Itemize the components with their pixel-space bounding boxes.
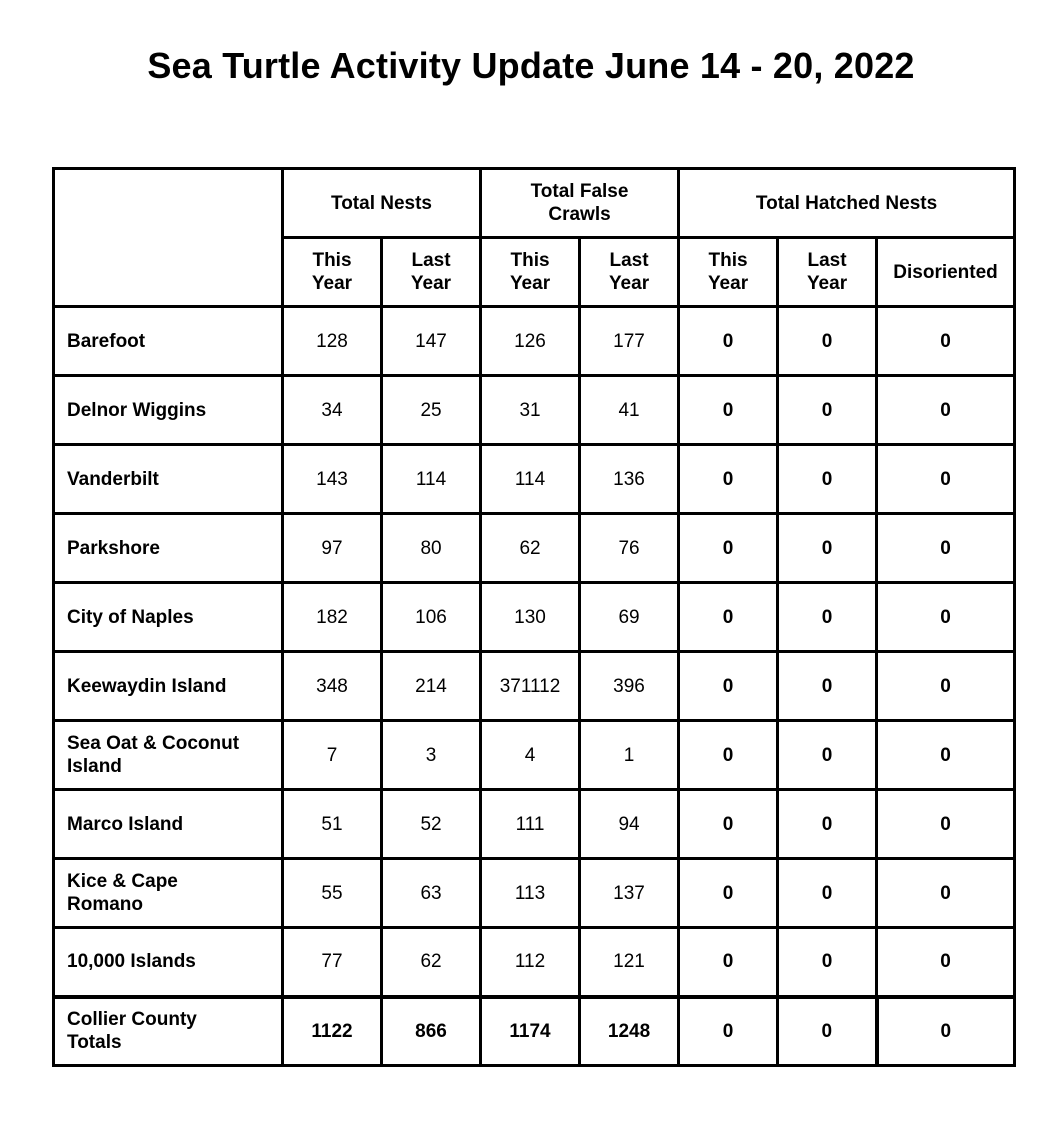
hatched-this-year: 0 <box>679 928 778 997</box>
sub-header-disoriented: Disoriented <box>877 238 1015 307</box>
group-header-total-nests: Total Nests <box>283 169 481 238</box>
hatched-this-year: 0 <box>679 514 778 583</box>
false-crawls-this-year: 4 <box>481 721 580 790</box>
hatched-last-year: 0 <box>778 928 877 997</box>
hatched-this-year: 0 <box>679 652 778 721</box>
disoriented: 0 <box>877 514 1015 583</box>
nests-last-year: 52 <box>382 790 481 859</box>
total-false-crawls-this-year: 1174 <box>481 997 580 1066</box>
nests-last-year: 214 <box>382 652 481 721</box>
table-row <box>54 928 1015 997</box>
hatched-last-year: 0 <box>778 583 877 652</box>
nests-this-year: 348 <box>283 652 382 721</box>
sub-header-nests-last-year: Last Year <box>382 238 481 307</box>
table-row <box>54 583 1015 652</box>
nests-last-year: 106 <box>382 583 481 652</box>
hatched-last-year: 0 <box>778 652 877 721</box>
disoriented: 0 <box>877 445 1015 514</box>
hatched-last-year: 0 <box>778 307 877 376</box>
false-crawls-last-year: 41 <box>580 376 679 445</box>
group-header-total-false-crawls: Total False Crawls <box>481 169 679 238</box>
hatched-last-year: 0 <box>778 721 877 790</box>
nests-this-year: 51 <box>283 790 382 859</box>
beach-name: Parkshore <box>54 514 283 583</box>
table-row <box>54 721 1015 790</box>
disoriented: 0 <box>877 376 1015 445</box>
total-false-crawls-last-year: 1248 <box>580 997 679 1066</box>
hatched-last-year: 0 <box>778 445 877 514</box>
totals-label: Collier County Totals <box>54 997 283 1066</box>
false-crawls-this-year: 113 <box>481 859 580 928</box>
false-crawls-this-year: 31 <box>481 376 580 445</box>
hatched-this-year: 0 <box>679 583 778 652</box>
beach-name: City of Naples <box>54 583 283 652</box>
activity-table <box>52 167 1016 1067</box>
table-row <box>54 652 1015 721</box>
false-crawls-last-year: 94 <box>580 790 679 859</box>
nests-this-year: 55 <box>283 859 382 928</box>
disoriented: 0 <box>877 859 1015 928</box>
nests-last-year: 25 <box>382 376 481 445</box>
nests-last-year: 3 <box>382 721 481 790</box>
nests-this-year: 97 <box>283 514 382 583</box>
false-crawls-this-year: 114 <box>481 445 580 514</box>
table-row <box>54 376 1015 445</box>
false-crawls-this-year: 62 <box>481 514 580 583</box>
disoriented: 0 <box>877 721 1015 790</box>
nests-last-year: 114 <box>382 445 481 514</box>
false-crawls-last-year: 76 <box>580 514 679 583</box>
false-crawls-last-year: 69 <box>580 583 679 652</box>
nests-this-year: 34 <box>283 376 382 445</box>
sub-header-hatched-last-year: Last Year <box>778 238 877 307</box>
page-title: Sea Turtle Activity Update June 14 - 20, 2022 <box>147 45 915 86</box>
hatched-this-year: 0 <box>679 790 778 859</box>
disoriented: 0 <box>877 790 1015 859</box>
total-hatched-this-year: 0 <box>679 997 778 1066</box>
nests-last-year: 63 <box>382 859 481 928</box>
false-crawls-this-year: 111 <box>481 790 580 859</box>
total-nests-last-year: 866 <box>382 997 481 1066</box>
beach-name: Vanderbilt <box>54 445 283 514</box>
hatched-this-year: 0 <box>679 445 778 514</box>
disoriented: 0 <box>877 583 1015 652</box>
nests-this-year: 7 <box>283 721 382 790</box>
beach-name: 10,000 Islands <box>54 928 283 997</box>
nests-last-year: 80 <box>382 514 481 583</box>
false-crawls-this-year: 126 <box>481 307 580 376</box>
total-hatched-last-year: 0 <box>778 997 877 1066</box>
table-row <box>54 514 1015 583</box>
beach-name: Sea Oat & Coconut Island <box>54 721 283 790</box>
false-crawls-last-year: 136 <box>580 445 679 514</box>
nests-this-year: 182 <box>283 583 382 652</box>
hatched-last-year: 0 <box>778 859 877 928</box>
totals-row <box>54 997 1015 1066</box>
hatched-this-year: 0 <box>679 859 778 928</box>
beach-name: Kice & Cape Romano <box>54 859 283 928</box>
beach-name: Keewaydin Island <box>54 652 283 721</box>
total-disoriented: 0 <box>877 997 1015 1066</box>
nests-this-year: 77 <box>283 928 382 997</box>
hatched-last-year: 0 <box>778 514 877 583</box>
sub-header-nests-this-year: This Year <box>283 238 382 307</box>
beach-header-cell <box>54 169 283 307</box>
sub-header-hatched-this-year: This Year <box>679 238 778 307</box>
hatched-this-year: 0 <box>679 376 778 445</box>
nests-last-year: 147 <box>382 307 481 376</box>
hatched-this-year: 0 <box>679 307 778 376</box>
beach-name: Delnor Wiggins <box>54 376 283 445</box>
nests-last-year: 62 <box>382 928 481 997</box>
table-row <box>54 859 1015 928</box>
table-row <box>54 307 1015 376</box>
nests-this-year: 143 <box>283 445 382 514</box>
false-crawls-this-year: 112 <box>481 928 580 997</box>
false-crawls-last-year: 137 <box>580 859 679 928</box>
false-crawls-this-year: 371112 <box>481 652 580 721</box>
hatched-last-year: 0 <box>778 376 877 445</box>
beach-name: Marco Island <box>54 790 283 859</box>
group-header-row <box>54 169 1015 238</box>
total-nests-this-year: 1122 <box>283 997 382 1066</box>
sub-header-crawls-last-year: Last Year <box>580 238 679 307</box>
table-row <box>54 445 1015 514</box>
nests-this-year: 128 <box>283 307 382 376</box>
false-crawls-this-year: 130 <box>481 583 580 652</box>
false-crawls-last-year: 177 <box>580 307 679 376</box>
false-crawls-last-year: 1 <box>580 721 679 790</box>
sub-header-crawls-this-year: This Year <box>481 238 580 307</box>
hatched-this-year: 0 <box>679 721 778 790</box>
beach-name: Barefoot <box>54 307 283 376</box>
disoriented: 0 <box>877 307 1015 376</box>
false-crawls-last-year: 121 <box>580 928 679 997</box>
group-header-total-hatched-nests: Total Hatched Nests <box>679 169 1015 238</box>
hatched-last-year: 0 <box>778 790 877 859</box>
disoriented: 0 <box>877 652 1015 721</box>
false-crawls-last-year: 396 <box>580 652 679 721</box>
table-row <box>54 790 1015 859</box>
disoriented: 0 <box>877 928 1015 997</box>
